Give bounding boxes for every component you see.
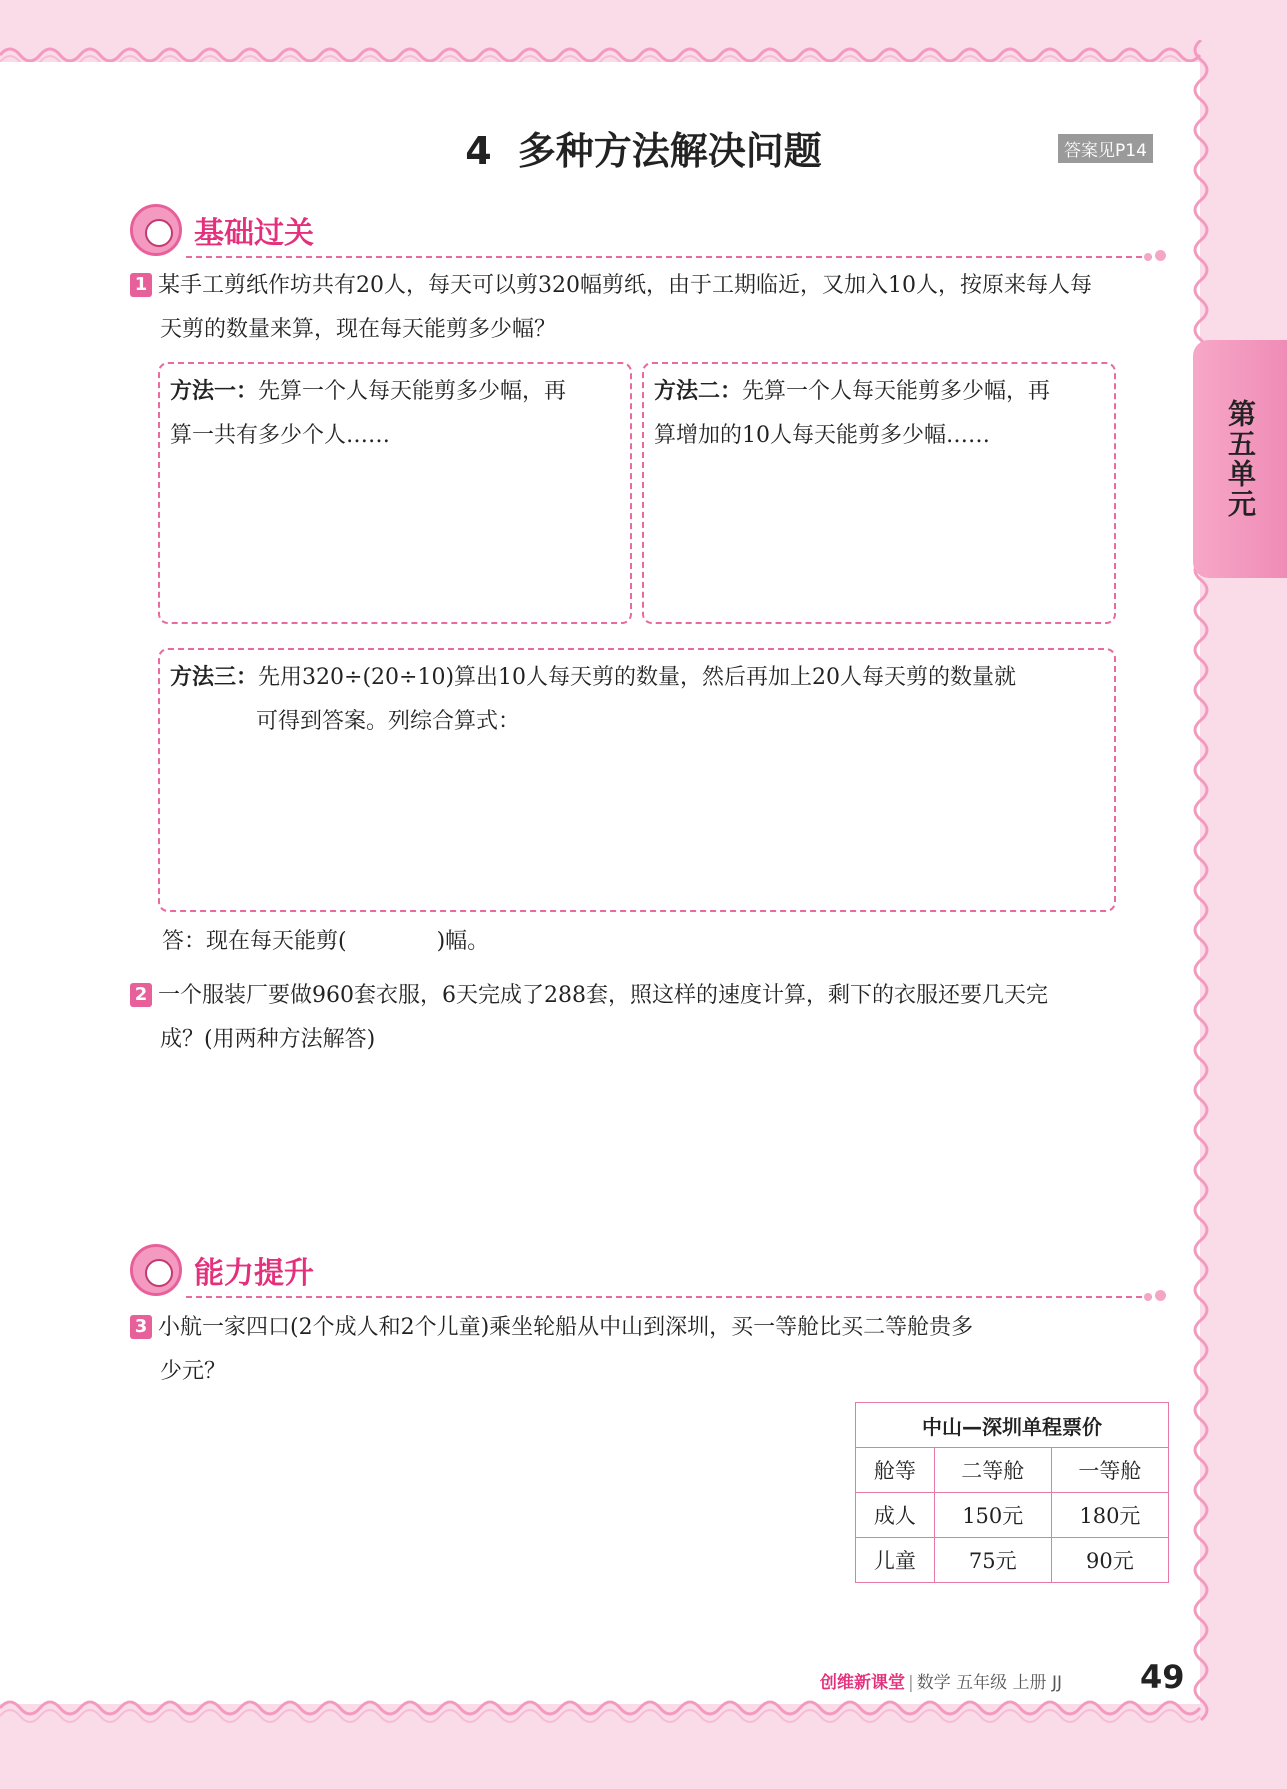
table-header-row: 舱等 二等舱 一等舱 <box>856 1448 1169 1493</box>
dashed-divider <box>186 256 1152 258</box>
question-number-badge: 1 <box>130 273 152 297</box>
unit-side-tab: 第五单元 <box>1193 340 1287 578</box>
question-number-badge: 2 <box>130 983 152 1007</box>
method-3-answer-box[interactable]: 方法三：先用320÷(20÷10)算出10人每天剪的数量，然后再加上20人每天剪的数量就 可得到答案。列综合算式： <box>158 648 1116 912</box>
question-3-text: 3 小航一家四口(2个成人和2个儿童)乘坐轮船从中山到深圳，买一等舱比买二等舱贵多 少元？ <box>130 1306 1170 1394</box>
table-caption: 中山—深圳单程票价 <box>856 1403 1169 1448</box>
cartoon-avatar-icon <box>130 1244 182 1296</box>
section-title: 能力提升 <box>194 1256 314 1291</box>
table-row: 儿童 75元 90元 <box>856 1538 1169 1583</box>
wavy-border-bottom <box>0 1698 1287 1728</box>
method-2-answer-box[interactable]: 方法二：先算一个人每天能剪多少幅，再 算增加的10人每天能剪多少幅…… <box>642 362 1116 624</box>
table-row: 成人 150元 180元 <box>856 1493 1169 1538</box>
page-number: 49 <box>1140 1658 1185 1696</box>
answer-reference-badge: 答案见P14 <box>1058 134 1153 163</box>
ticket-price-table <box>855 1402 1169 1583</box>
question-2-text: 2 一个服装厂要做960套衣服，6天完成了288套，照这样的速度计算，剩下的衣服还要几天完 成？(用两种方法解答) <box>130 974 1170 1062</box>
question-number-badge: 3 <box>130 1315 152 1339</box>
page-footer: 创维新课堂 | 数学 五年级 上册 JJ <box>820 1673 1062 1693</box>
section-title: 基础过关 <box>194 216 314 251</box>
question-1-answer-line: 答：现在每天能剪( )幅。 <box>162 929 490 954</box>
footer-brand: 创维新课堂 <box>820 1673 905 1693</box>
section-header-advanced <box>126 1244 1166 1304</box>
decorative-dots-icon <box>1141 246 1166 265</box>
method-1-answer-box[interactable]: 方法一：先算一个人每天能剪多少幅，再 算一共有多少个人…… <box>158 362 632 624</box>
dashed-divider <box>186 1296 1152 1298</box>
lesson-number: 4 <box>465 129 492 173</box>
section-header-basic <box>126 204 1166 264</box>
question-1-text: 1 某手工剪纸作坊共有20人，每天可以剪320幅剪纸，由于工期临近，又加入10人，按原来每人每 天剪的数量来算，现在每天能剪多少幅？ <box>130 264 1170 352</box>
wavy-border-right <box>1186 40 1216 1730</box>
lesson-title: 多种方法解决问题 <box>517 129 822 173</box>
decorative-dots-icon <box>1141 1286 1166 1305</box>
footer-info: 数学 五年级 上册 JJ <box>916 1673 1062 1693</box>
cartoon-avatar-icon <box>130 204 182 256</box>
